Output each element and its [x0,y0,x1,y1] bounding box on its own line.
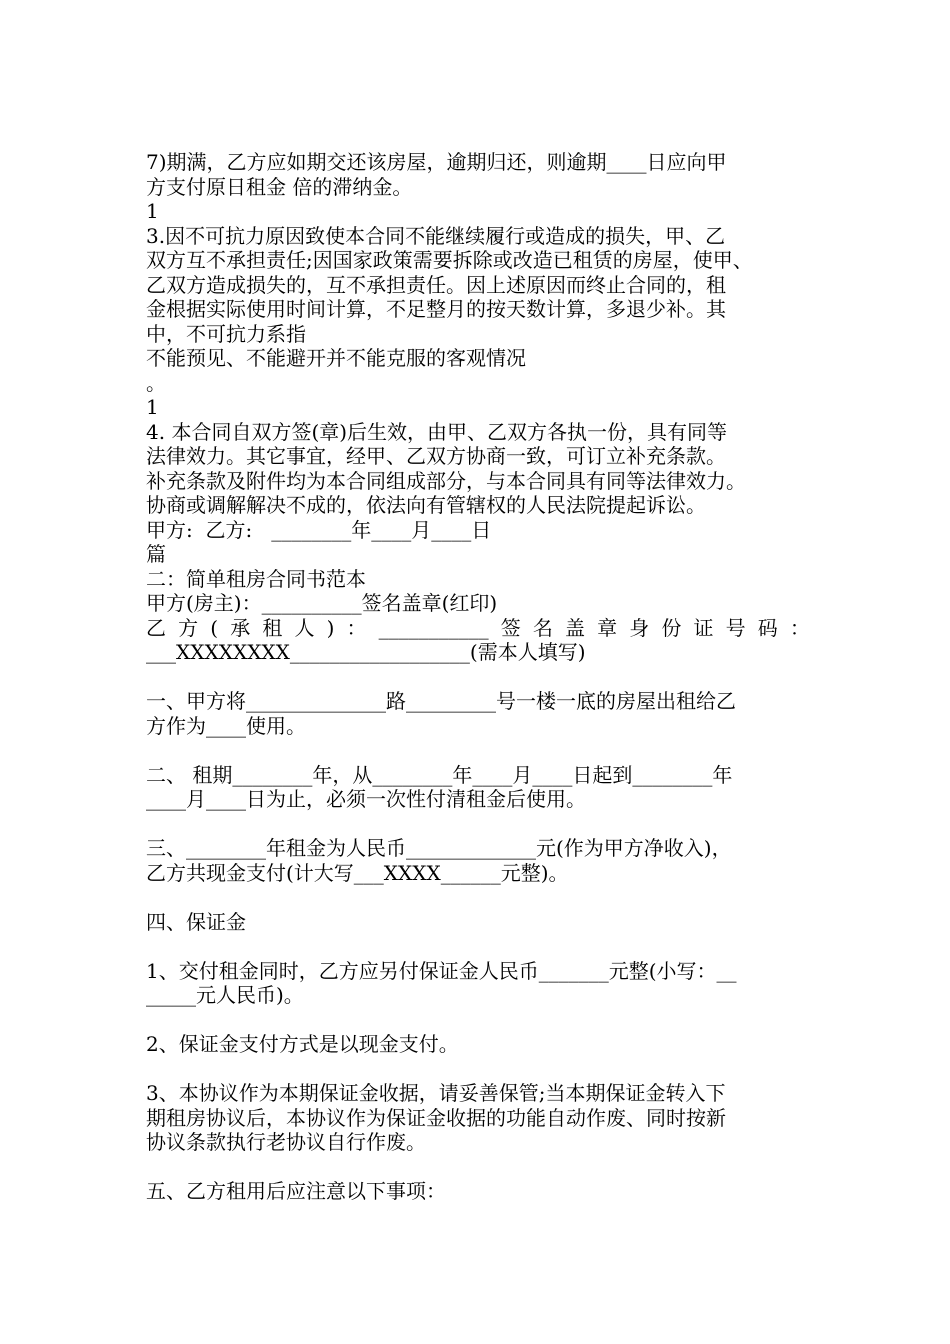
text-line: 期租房协议后，本协议作为保证金收据的功能自动作废、同时按新 [146,1105,726,1130]
text-line: 一、甲方将______________路_________号一楼一底的房屋出租给乙 [146,689,736,713]
tenant-signature-line [146,616,810,641]
text-line: 方作为____使用。 [146,713,306,738]
tenant-line-segment: 号 [725,615,746,640]
blank-line [146,1155,810,1180]
text-line: 双方互不承担责任;因国家政策需要拆除或改造已租赁的房屋，使甲、 [146,248,753,272]
text-line: 二、 租期________年，从________年____月____日起到________年 [146,762,733,787]
tenant-line-segment: 方 [178,615,199,640]
tenant-line-segment: 码 [757,615,778,640]
tenant-line-segment: ： [346,615,367,640]
text-line: ____月____日为止，必须一次性付清租金后使用。 [146,787,586,811]
text-line: 协商或调解解决不成的，依法向有管辖权的人民法院提起诉讼。 [146,493,706,517]
blank-line [146,812,810,837]
tenant-line-segment: ： [789,615,810,640]
text-line: _____元人民币)。 [146,983,304,1007]
text-line: 方支付原日租金 倍的滞纳金。 [146,174,413,199]
blank-line [146,934,810,959]
tenant-line-segment: 承 [230,615,251,640]
tenant-line-segment: ) [326,615,335,640]
text-line: 二：简单租房合同书范本 [146,566,366,591]
text-line: 1、交付租金同时，乙方应另付保证金人民币_______元整(小写：__ [146,958,737,983]
text-line: 2、保证金支付方式是以现金支付。 [146,1032,459,1056]
tenant-line-segment: 签 [500,615,521,640]
blank-line [146,665,810,690]
tenant-line-segment: 乙 [146,615,166,640]
text-line: 乙方共现金支付(计大写___XXXX______元整)。 [146,860,569,885]
tenant-line-segment: ( [210,615,219,640]
text-line: 四、保证金 [146,909,246,934]
tenant-line-segment: 人 [294,615,315,640]
text-line: 3、本协议作为本期保证金收据，请妥善保管;当本期保证金转入下 [146,1081,726,1105]
text-line: 不能预见、不能避开并不能克服的客观情况 [146,346,526,370]
tenant-line-segment: 章 [597,615,618,640]
text-line: 甲方: 乙方: ________年____月____日 [146,517,492,542]
text-line: 补充条款及附件均为本合同组成部分，与本合同具有同等法律效力。 [146,468,746,493]
tenant-line-segment: 证 [693,615,714,640]
text-line: 金根据实际使用时间计算，不足整月的按天数计算，多退少补。其 [146,297,726,321]
text-line: 中，不可抗力系指 [146,321,306,346]
text-line: 1 [146,395,159,419]
tenant-line-segment: ___________ [378,615,489,640]
contract-text-block-2 [146,640,810,1204]
text-line: 五、乙方租用后应注意以下事项： [146,1179,446,1203]
text-line: 7)期满，乙方应如期交还该房屋，逾期归还，则逾期____日应向甲 [146,150,727,174]
tenant-line-segment: 租 [262,615,283,640]
tenant-line-segment: 身 [629,615,650,640]
blank-line [146,885,810,910]
text-line: 甲方(房主)：__________签名盖章(红印) [146,591,498,615]
text-line: 篇 [146,542,166,566]
blank-line [146,1057,810,1082]
tenant-line-segment: 盖 [565,615,585,640]
blank-line [146,1008,810,1033]
text-line: 。 [146,370,166,395]
blank-line [146,738,810,763]
text-line: 1 [146,199,159,223]
text-line: 4. 本合同自双方签(章)后生效，由甲、乙双方各执一份，具有同等 [146,419,728,444]
contract-text-block-1 [146,150,810,616]
tenant-line-segment: 份 [661,615,682,640]
text-line: 协议条款执行老协议自行作废。 [146,1130,426,1154]
text-line: 法律效力。其它事宜，经甲、乙双方协商一致，可订立补充条款。 [146,444,726,468]
document-page [146,150,810,1204]
text-line: 3.因不可抗力原因致使本合同不能继续履行或造成的损失，甲、乙 [146,223,726,248]
tenant-line-segment: 名 [532,615,553,640]
text-line: 乙双方造成损失的，互不承担责任。因上述原因而终止合同的，租 [146,272,726,297]
text-line: ___XXXXXXXX__________________(需本人填写) [146,640,586,664]
text-line: 三、________年租金为人民币_____________元(作为甲方净收入)， [146,836,732,860]
